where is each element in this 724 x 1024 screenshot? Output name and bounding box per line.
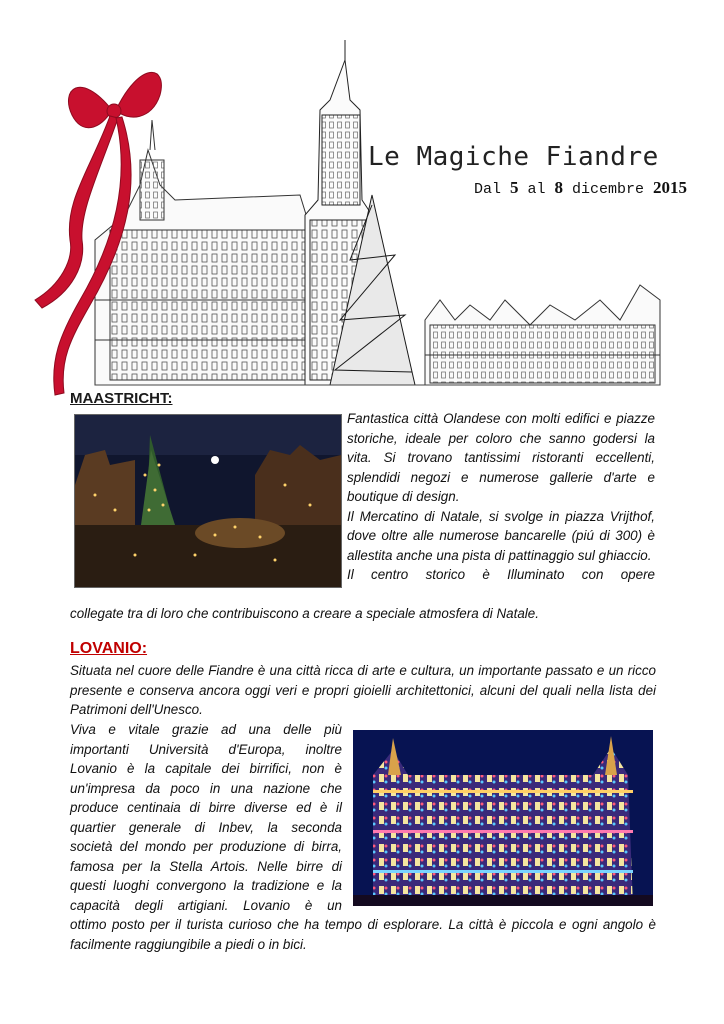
maastricht-heading: MAASTRICHT:: [70, 390, 173, 407]
page-title: Le Magiche Fiandre: [368, 142, 659, 172]
lovanio-heading: LOVANIO:: [70, 640, 148, 657]
market-night-image: [75, 415, 341, 587]
illuminated-building-image: [353, 730, 653, 906]
lovanio-illuminated-building-photo: [353, 730, 653, 906]
maastricht-description-tail: collegate tra di loro che contribuiscono a creare a speciale atmosfera di Natale.: [70, 606, 539, 621]
start-day: 5: [510, 178, 519, 197]
lovanio-line: famosa per la Stella Artois. Nelle birre di: [70, 858, 342, 874]
lovanio-line: società del mondo per produzione di birra,: [70, 839, 342, 854]
lovanio-line: un'impresa da poco in una nazione che: [70, 780, 342, 796]
end-day: 8: [554, 178, 564, 197]
lovanio-line: Lovanio è la capitale dei birrifici, non è: [70, 761, 342, 776]
grand-place-sketch: [0, 0, 724, 400]
right-buildings: [425, 285, 660, 385]
date-mid: al: [518, 181, 555, 198]
lovanio-intro: Situata nel cuore delle Fiandre è una città ricca di arte e cultura, un importante passato e un ricco presente e conserva ancora oggi veri e propri gioielli architettonici, alcuni del quali nella lista dei Patrimoni dell'Unesco.: [70, 663, 656, 717]
lovanio-line: produce centinaia di birre diverse ed è il: [70, 800, 342, 815]
lovanio-line: quartier generale di Inbev, la seconda: [70, 819, 342, 835]
lovanio-line: questi luoghi convergono la tradizione e la: [70, 878, 342, 893]
lovanio-line: Viva e vitale grazie ad una delle più: [70, 722, 342, 737]
header-illustration: [0, 0, 724, 400]
year: 2015: [653, 178, 688, 197]
date-month: dicembre: [563, 181, 654, 198]
maastricht-paragraph: Il Mercatino di Natale, si svolge in piazza Vrijthof, dove oltre alle numerose bancarelle (piú di 300) è allestita anche una pista di pattinaggio sul ghiaccio.: [347, 508, 655, 563]
lovanio-description-tail: ottimo posto per il turista curioso che ha tempo di esplorare. La città è piccola e ogni angolo è facilmente raggiungibile a piedi o in bici.: [70, 917, 656, 952]
maastricht-paragraph: Fantastica città Olandese con molti edifici e piazze storiche, ideale per coloro che sanno godersi la vita. Si trovano tantissimi ristoranti eccellenti, splendidi negozi e numerose gallerie d'arte e boutique di design.: [347, 411, 655, 504]
lovanio-line: importanti Università d'Europa, inoltre: [70, 741, 342, 757]
date-range: [474, 178, 687, 198]
lovanio-description: [70, 720, 342, 915]
maastricht-paragraph: Il centro storico è Illuminato con opere: [347, 567, 655, 582]
date-prefix: Dal: [474, 181, 511, 198]
lovanio-line: capacità degli artigiani. Lovanio è un: [70, 897, 342, 913]
maastricht-description: [347, 409, 655, 585]
maastricht-christmas-market-photo: [74, 414, 342, 588]
